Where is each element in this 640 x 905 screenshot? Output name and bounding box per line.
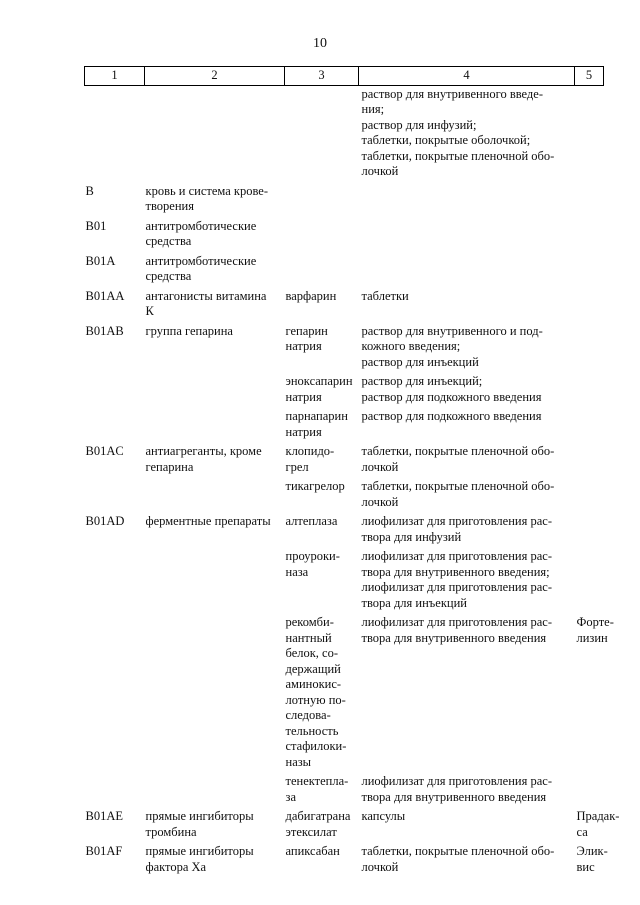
brand-name-cell xyxy=(575,513,604,548)
brand-name-cell xyxy=(575,373,604,408)
cell-line: раствор для инфузий; xyxy=(361,117,477,132)
atc-code-cell: B01AA xyxy=(85,288,125,303)
cell-line: нантный xyxy=(285,630,332,645)
dosage-forms-cell xyxy=(359,773,575,808)
drug-name-cell xyxy=(285,478,359,513)
atc-code-cell: B01AC xyxy=(85,444,124,458)
cell-line: твора для внутривенного введения xyxy=(361,630,547,645)
cell-line: антагонисты витамина xyxy=(145,288,267,303)
table-row xyxy=(85,183,604,218)
cell-line: раствор для подкожного введения xyxy=(361,389,542,404)
cell-line: ния; xyxy=(361,102,385,116)
cell-line: раствор для подкожного введения xyxy=(361,409,542,423)
cell-line: раствор для инъекций xyxy=(361,354,479,369)
table-row xyxy=(85,85,604,183)
cell-line: клопидо- xyxy=(285,444,335,458)
cell-line: тенектепла- xyxy=(285,774,349,788)
dosage-forms-cell xyxy=(359,408,575,443)
atc-code-cell xyxy=(85,548,145,614)
dosage-forms-cell xyxy=(359,513,575,548)
dosage-forms-cell xyxy=(359,218,575,253)
atc-code-cell xyxy=(85,478,145,513)
table-row xyxy=(85,478,604,513)
brand-name-cell xyxy=(575,843,608,878)
table-row xyxy=(85,443,604,478)
table-row xyxy=(85,614,604,773)
brand-name-cell xyxy=(575,323,604,374)
brand-name-cell xyxy=(575,218,604,253)
group-name-cell xyxy=(145,408,285,443)
cell-line: антиагреганты, кроме xyxy=(145,444,262,458)
cell-line: кровь и система крове- xyxy=(145,183,269,198)
cell-line: раствор для инъекций; xyxy=(361,374,483,388)
dosage-forms-cell xyxy=(359,85,575,183)
cell-line: капсулы xyxy=(361,809,406,823)
drug-name-cell xyxy=(285,408,359,443)
drug-name-cell xyxy=(285,183,359,218)
cell-line: проуроки- xyxy=(285,549,340,563)
atc-code-cell xyxy=(85,408,145,443)
brand-name-cell xyxy=(575,614,614,773)
brand-name-cell xyxy=(575,183,604,218)
cell-line: антитромботические xyxy=(145,253,257,268)
cell-line: натрия xyxy=(285,339,322,353)
table-row xyxy=(85,373,604,408)
cell-line: аминокис- xyxy=(285,677,342,691)
group-name-cell xyxy=(145,288,285,323)
cell-line: прямые ингибиторы xyxy=(145,844,254,858)
cell-line: гепарина xyxy=(145,459,194,474)
cell-line: таблетки, покрытые пленочной обо- xyxy=(361,148,555,163)
cell-line: лиофилизат для приготовления рас- xyxy=(361,514,552,528)
drug-name-cell xyxy=(285,288,359,323)
cell-line: раствор для внутривенного введе- xyxy=(361,86,544,101)
cell-line: лочкой xyxy=(361,859,399,874)
atc-code-cell: B xyxy=(85,183,94,198)
cell-line: грел xyxy=(285,459,309,474)
cell-line: лочкой xyxy=(361,164,399,178)
cell-line: парнапарин xyxy=(285,409,348,423)
group-name-cell xyxy=(145,85,285,183)
dosage-forms-cell xyxy=(359,443,575,478)
cell-line: лиофилизат для приготовления рас- xyxy=(361,580,552,594)
drug-name-cell xyxy=(285,443,359,478)
drug-name-cell xyxy=(285,85,359,183)
brand-name-cell xyxy=(575,808,620,843)
drug-name-cell xyxy=(285,548,359,614)
drug-name-cell xyxy=(285,218,359,253)
group-name-cell xyxy=(145,478,285,513)
cell-line: таблетки, покрытые пленочной обо- xyxy=(361,479,555,493)
brand-name-cell xyxy=(575,288,604,323)
table-row xyxy=(85,548,604,614)
cell-line: следова- xyxy=(285,708,331,722)
brand-name-cell xyxy=(575,85,604,183)
drug-name-cell xyxy=(285,614,359,773)
group-name-cell xyxy=(145,808,285,843)
brand-name-cell xyxy=(575,253,604,288)
group-name-cell xyxy=(145,773,285,808)
cell-line: тромбина xyxy=(145,824,197,839)
cell-line: Форте- xyxy=(576,615,614,629)
table-row xyxy=(85,773,604,808)
cell-line: лочкой xyxy=(361,459,399,474)
table-row xyxy=(85,288,604,323)
cell-line: натрия xyxy=(285,424,322,439)
cell-line: вис xyxy=(576,859,595,874)
atc-code-cell xyxy=(85,373,145,408)
brand-name-cell xyxy=(575,478,604,513)
atc-code-cell xyxy=(85,773,145,808)
cell-line: наза xyxy=(285,564,309,579)
cell-line: алтеплаза xyxy=(285,514,338,528)
table-row xyxy=(85,808,604,843)
cell-line: рекомби- xyxy=(285,615,334,629)
drug-name-cell xyxy=(285,323,359,374)
cell-line: стафилоки- xyxy=(285,739,347,753)
brand-name-cell xyxy=(575,408,604,443)
dosage-forms-cell xyxy=(359,183,575,218)
cell-line: за xyxy=(285,789,296,804)
table-row xyxy=(85,513,604,548)
cell-line: лиофилизат для приготовления рас- xyxy=(361,774,552,788)
cell-line: эноксапарин xyxy=(285,374,353,388)
cell-line: варфарин xyxy=(285,288,337,303)
column-number-row xyxy=(85,67,604,86)
brand-name-cell xyxy=(575,443,604,478)
drug-name-cell xyxy=(285,843,359,878)
cell-line: раствор для внутривенного и под- xyxy=(361,323,543,338)
cell-line: твора для внутривенного введения xyxy=(361,789,547,804)
brand-name-cell xyxy=(575,773,604,808)
cell-line: Прадак- xyxy=(576,809,620,823)
table-row xyxy=(85,843,604,878)
table-row xyxy=(85,218,604,253)
atc-code-cell: B01AB xyxy=(85,323,124,338)
cell-line: таблетки, покрытые оболочкой; xyxy=(361,133,531,147)
cell-line: лиофилизат для приготовления рас- xyxy=(361,615,552,629)
cell-line: творения xyxy=(145,199,194,213)
group-name-cell xyxy=(145,614,285,773)
drug-name-cell xyxy=(285,773,359,808)
atc-code-cell: B01AE xyxy=(85,809,123,823)
atc-code-cell xyxy=(85,614,145,773)
group-name-cell xyxy=(145,373,285,408)
cell-line: К xyxy=(145,304,154,318)
cell-line: натрия xyxy=(285,389,322,404)
cell-line: апиксабан xyxy=(285,844,340,858)
column-header-4: 4 xyxy=(359,67,575,86)
column-header-2: 2 xyxy=(145,67,285,86)
column-header-3: 3 xyxy=(285,67,359,86)
cell-line: твора для инъекций xyxy=(361,595,467,610)
cell-line: Элик- xyxy=(576,844,608,858)
cell-line: средства xyxy=(145,234,192,248)
atc-code-cell xyxy=(85,85,145,183)
cell-line: лотную по- xyxy=(285,692,346,707)
atc-code-cell: B01 xyxy=(85,218,107,233)
drug-table xyxy=(84,66,620,878)
cell-line: твора для инфузий xyxy=(361,529,462,544)
drug-name-cell xyxy=(285,513,359,548)
group-name-cell xyxy=(145,548,285,614)
group-name-cell xyxy=(145,218,285,253)
cell-line: прямые ингибиторы xyxy=(145,809,254,823)
cell-line: держащий xyxy=(285,661,341,676)
cell-line: этексилат xyxy=(285,824,337,839)
dosage-forms-cell xyxy=(359,614,575,773)
dosage-forms-cell xyxy=(359,253,575,288)
cell-line: дабигатрана xyxy=(285,809,351,823)
dosage-forms-cell xyxy=(359,843,575,878)
cell-line: антитромботические xyxy=(145,218,257,233)
group-name-cell xyxy=(145,513,285,548)
dosage-forms-cell xyxy=(359,478,575,513)
cell-line: твора для внутривенного введения; xyxy=(361,564,550,579)
cell-line: фактора Xa xyxy=(145,859,207,874)
cell-line: средства xyxy=(145,269,192,283)
column-header-1: 1 xyxy=(85,67,145,86)
group-name-cell xyxy=(145,253,285,288)
dosage-forms-cell xyxy=(359,373,575,408)
table-row xyxy=(85,408,604,443)
drug-name-cell xyxy=(285,253,359,288)
group-name-cell xyxy=(145,843,285,878)
cell-line: назы xyxy=(285,754,312,769)
table-row xyxy=(85,253,604,288)
atc-code-cell: B01A xyxy=(85,253,116,268)
dosage-forms-cell xyxy=(359,323,575,374)
drug-name-cell xyxy=(285,373,359,408)
cell-line: таблетки, покрытые пленочной обо- xyxy=(361,844,555,858)
group-name-cell xyxy=(145,183,285,218)
cell-line: лочкой xyxy=(361,494,399,509)
group-name-cell xyxy=(145,443,285,478)
cell-line: гепарин xyxy=(285,323,328,338)
atc-code-cell: B01AF xyxy=(85,844,123,858)
table-row xyxy=(85,323,604,374)
cell-line: белок, со- xyxy=(285,646,339,660)
cell-line: лизин xyxy=(576,630,608,645)
cell-line: тельность xyxy=(285,723,339,738)
cell-line: группа гепарина xyxy=(145,323,233,338)
drug-name-cell xyxy=(285,808,359,843)
page-number: 10 xyxy=(313,36,327,51)
cell-line: таблетки xyxy=(361,288,409,303)
cell-line: тикагрелор xyxy=(285,479,345,493)
cell-line: лиофилизат для приготовления рас- xyxy=(361,549,552,563)
atc-code-cell: B01AD xyxy=(85,514,125,528)
column-header-5: 5 xyxy=(575,67,604,86)
table-body xyxy=(85,85,620,878)
dosage-forms-cell xyxy=(359,808,575,843)
group-name-cell xyxy=(145,323,285,374)
cell-line: таблетки, покрытые пленочной обо- xyxy=(361,444,555,458)
dosage-forms-cell xyxy=(359,548,575,614)
cell-line: са xyxy=(576,824,588,839)
cell-line: кожного введения; xyxy=(361,339,461,353)
brand-name-cell xyxy=(575,548,604,614)
dosage-forms-cell xyxy=(359,288,575,323)
cell-line: ферментные препараты xyxy=(145,514,271,528)
